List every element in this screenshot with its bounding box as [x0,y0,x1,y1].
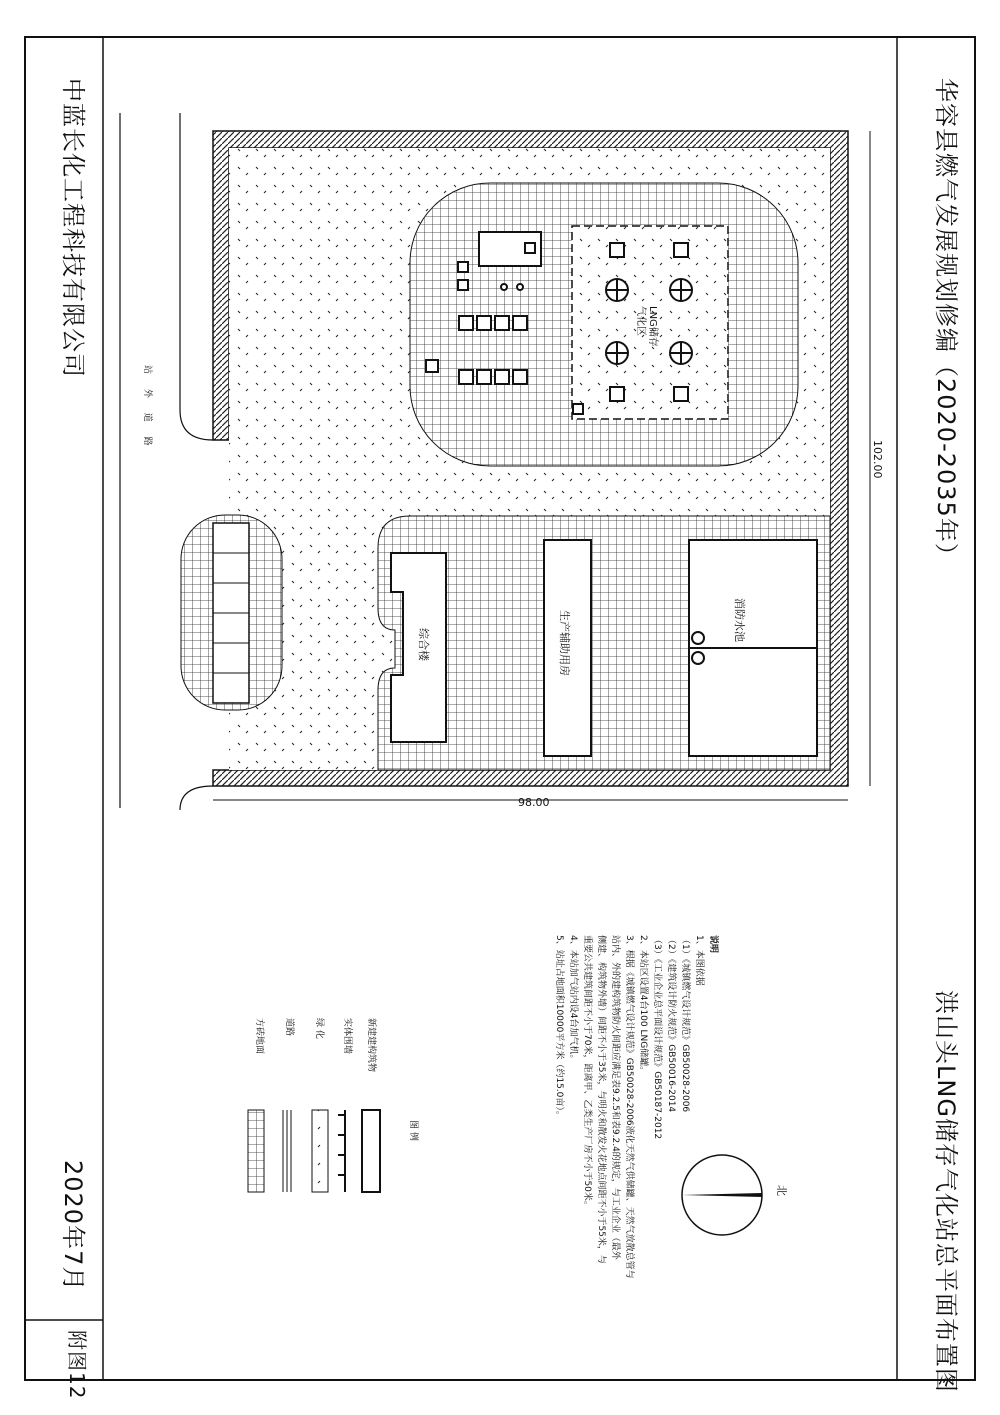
parking-area [181,515,282,710]
legend-paving: 方砖地面 [254,1018,264,1055]
note-line-9: 重要公共建筑间距不小于70米，距离甲、乙类生产厂房不小于50米。 [582,935,592,1210]
legend-road: 道路 [284,1018,294,1037]
outside-road-label: 站 外 道 路 [142,365,152,452]
legend-symbols [248,1110,380,1192]
north-arrow-icon [682,1155,762,1235]
note-line-6: 3、根据《城镇燃气设计规范》GB50028-2006液化天然气供储罐、天然气放散总管与 [624,935,634,1279]
note-line-1: 1、本图依据 [694,935,704,986]
note-line-11: 5、站址占地面积10000平方米（约15.0亩）。 [554,935,564,1120]
company-name: 中蓝长化工程科技有限公司 [59,78,87,378]
drawing-date: 2020年7月 [59,1160,87,1292]
note-line-4: （3）《工业企业总平面设计规范》GB50187-2012 [652,935,662,1140]
note-line-2: （1）《城镇燃气设计规范》GB50028-2006 [680,935,690,1113]
fire-pool [689,540,817,756]
note-line-5: 2、本站区设置4台100 LNG储罐。 [638,935,648,1076]
note-line-7: 站内、外的建构筑物防火间距应满足表9.2.5和表9.2.4的规定，与工业企业（最外 [610,935,620,1260]
dim-width: 102.00 [871,440,884,479]
legend-heading: 图 例 [408,1120,418,1141]
lng-area-label: LNG储存 气化区 [635,306,658,347]
notes-heading: 说明 [708,935,718,954]
note-line-3: （2）《建筑设计防火规范》GB50016-2014 [666,935,676,1113]
outside-road [120,113,213,810]
note-line-10: 4、本站加气站内设4台加气机。 [568,935,578,1064]
north-label: 北 [775,1185,788,1196]
drawing-title: 洪山头LNG储存气化站总平面布置图 [932,990,960,1393]
figure-number: 附图12 [65,1330,89,1400]
project-title: 华容县燃气发展规划修编（2020-2035年） [932,78,960,568]
legend-green: 绿 化 [314,1018,324,1039]
office-building-label: 综合楼 [417,628,430,661]
aux-building-label: 生产辅助用房 [558,610,571,676]
legend-wall: 实体围墙 [342,1018,352,1055]
dim-length: 98.00 [518,796,550,809]
legend-new-building: 新建建构筑物 [366,1018,376,1073]
fire-pool-label: 消防水池 [733,598,746,642]
note-line-8: 侧建、构筑物外墙）间距不小于35米，与明火和散发火花地点间距不小于55米，与 [596,935,606,1264]
